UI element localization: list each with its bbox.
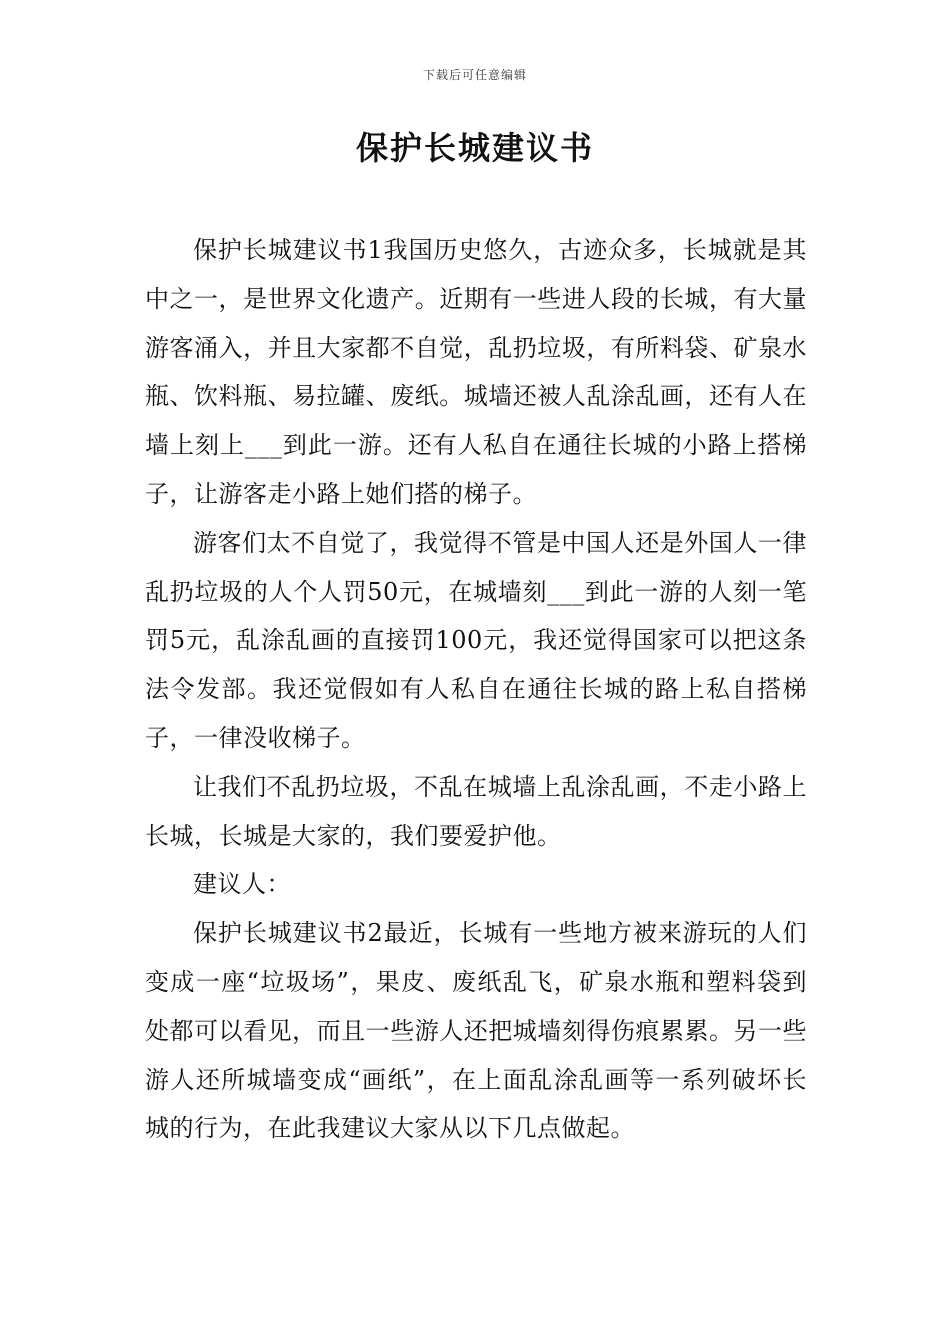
document-title: 保护长城建议书 [355, 129, 594, 167]
paragraph-5: 保护长城建议书2最近，长城有一些地方被来游玩的人们变成一座“垃圾场”，果皮、废纸乱飞，矿泉水瓶和塑料袋到处都可以看见，而且一些游人还把城墙刻得伤痕累累。另一些游人还所城墙变成“画纸”，在上面乱涂乱画等一系列破坏长城的行为，在此我建议大家从以下几点做起。 [145, 919, 807, 1143]
paragraph-signature: 建议人： [193, 870, 291, 899]
paragraph-2: 游客们太不自觉了，我觉得不管是中国人还是外国人一律乱扔垃圾的人个人罚50元，在城墙刻___到此一游的人刻一笔罚5元，乱涂乱画的直接罚100元，我还觉得国家可以把这条法令发部。我还觉假如有人私自在通往长城的路上私自搭梯子，一律没收梯子。 [145, 528, 807, 752]
header-note: 下载后可任意编辑 [422, 68, 527, 82]
document-body [145, 226, 807, 1153]
paragraph-1: 保护长城建议书1我国历史悠久，古迹众多，长城就是其中之一，是世界文化遗产。近期有一些进人段的长城，有大量游客涌入，并且大家都不自觉，乱扔垃圾，有所料袋、矿泉水瓶、饮料瓶、易拉罐、废纸。城墙还被人乱涂乱画，还有人在墙上刻上___到此一游。还有人私自在通往长城的小路上搭梯子，让游客走小路上她们搭的梯子。 [145, 236, 807, 508]
paragraph-3: 让我们不乱扔垃圾，不乱在城墙上乱涂乱画，不走小路上长城，长城是大家的，我们要爱护他。 [145, 772, 807, 850]
